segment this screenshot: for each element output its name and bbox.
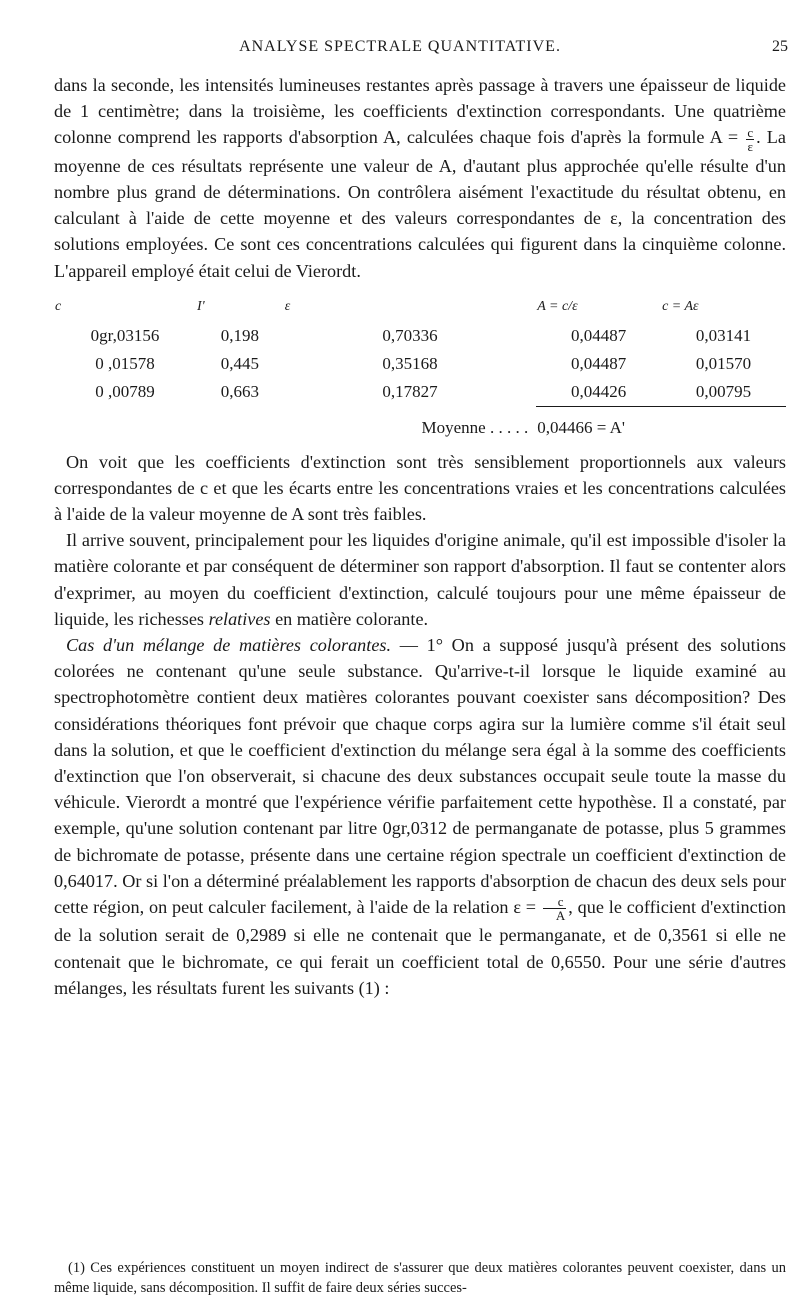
table-header-cell: A = c/ε — [537, 298, 578, 314]
paragraph-4-part-a: — 1° On a supposé jusqu'à présent des solutions colorées ne contenant qu'une seule substance. Qu'arrive-t-il lorsque le liquide examiné au spectrophotomètre contient deux matières colorantes pouvant coexister sans décomposition? Des considérations théoriques font prévoir que chaque corps agira sur la lumière comme s'il était seul dans la solution, et que le coefficient d'extinction du mélange sera égal à la somme des coefficients d'extinction que l'on observerait, si chacune des deux substances occupait seule toute la masse du véhicule. Vierordt a montré que l'expérience vérifie parfaitement cette hypothèse. Il a constaté, par exemple, qu'une solution contenant par litre 0gr,0312 de permanganate de potasse, plus 5 grammes de bichromate de potasse, présente dans une certaine région spectrale un coefficient d'extinction de 0,64017. Or si l'on a déterminé préalablement les rapports d'absorption de chacun des deux sels pour cette région, on peut calculer facilement, à l'aide de la relation ε = — [54, 634, 786, 918]
table-mean-row — [54, 407, 786, 443]
table-cell: 0gr,03156 — [90, 325, 160, 345]
table-cell: 0,70336 — [382, 325, 438, 345]
formula-numerator: c — [543, 895, 566, 909]
table-cell: 0,00795 — [695, 382, 752, 402]
footnote — [54, 1258, 786, 1298]
table-cell: 0,03141 — [695, 325, 752, 345]
mean-value: 0,04466 = A' — [536, 407, 786, 443]
formula-c-over-epsilon — [746, 126, 754, 153]
body-text — [54, 72, 786, 1001]
table-header-cell: c — [55, 298, 62, 314]
absorption-table — [54, 292, 786, 443]
formula-denominator: A — [555, 908, 566, 924]
paragraph-1-part-a: dans la seconde, les intensités lumineuses restantes après passage à travers une épaisseur de liquide de 1 centimètre; dans la troisième, les coefficients d'extinction correspondants. Une quatrième colonne comprend les rapports d'absorption A, calculées chaque fois d'après la formule A = — [54, 75, 786, 148]
table-cell: 0,35168 — [382, 353, 438, 373]
table-cell: 0,17827 — [382, 382, 438, 402]
paragraph-2: On voit que les coefficients d'extinction sont très sensiblement proportionnels aux valeurs correspondantes de c et que les écarts entre les concentrations vraies et les concentrations calculées à l'aide de la valeur moyenne de A sont très faibles. — [54, 451, 786, 524]
table-row — [54, 322, 786, 350]
table-row — [54, 378, 786, 407]
table-row — [54, 350, 786, 378]
paragraph-3-text: Il arrive souvent, principalement pour les liquides d'origine animale, qu'il est impossible d'isoler la matière colorante et par conséquent de déterminer son rapport d'absorption. Il faut se contenter alors d'exprimer, au moyen du coefficient d'extinction, calculé toujours pour une même épaisseur de liquide, les richesses — [54, 530, 786, 629]
table-cell: 0,04487 — [571, 353, 627, 373]
paragraph-4-part-b: , que le cofficient d'extinction de la solution serait de 0,2989 si elle ne contenait que le permanganate, et de 0,3561 si elle ne contenait que le bichromate, ce qui ferait un coefficient total de 0,6550. Pour une série d'autres mélanges, les résultats furent les suivants (1) : — [54, 897, 787, 998]
table-cell: 0,04487 — [571, 325, 627, 345]
table-header-cell: c = Aε — [662, 298, 699, 314]
paragraph-3-end: en matière colorante. — [275, 608, 429, 629]
paragraph-1-part-b: . La moyenne de ces résultats représente une valeur de A, d'autant plus approchée qu'elle résulte d'un nombre plus grand de déterminations. On contrôlera aisément l'exactitude du résultat obtenu, en calculant à l'aide de cette moyenne et des valeurs correspondantes de ε, la concentration des solutions employées. Ce sont ces concentrations calculées qui figurent dans la cinquième colonne. L'appareil employé était celui de Vierordt. — [54, 127, 786, 281]
formula-c-over-a — [543, 895, 566, 922]
section-heading-mixtures: Cas d'un mélange de matières colorantes. — [66, 634, 392, 655]
paragraph-1 — [54, 72, 786, 284]
table-header-cell: ε — [284, 298, 291, 314]
running-head — [0, 38, 800, 62]
table-cell: 0,198 — [220, 325, 260, 345]
running-title: ANALYSE SPECTRALE QUANTITATIVE. — [239, 38, 561, 55]
paragraph-4 — [54, 632, 786, 1001]
table-header-cell: I' — [197, 298, 205, 314]
paragraph-3 — [54, 527, 786, 632]
mean-label: Moyenne . . . . . — [421, 418, 529, 438]
footnote-text: (1) Ces expériences constituent un moyen indirect de s'assurer que deux matières colorantes peuvent coexister, dans un même liquide, sans décomposition. Il suffit de faire deux séries succes- — [54, 1260, 786, 1296]
table-header-row — [54, 292, 786, 322]
table-cell: 0,04426 — [571, 382, 627, 402]
paragraph-3-italic: relatives — [208, 608, 271, 629]
table-cell: 0,663 — [220, 382, 260, 402]
formula-numerator: c — [747, 124, 754, 140]
table-cell: 0 ,01578 — [95, 353, 155, 373]
page-number: 25 — [772, 38, 788, 55]
table-cell: 0,445 — [220, 353, 260, 373]
formula-denominator: ε — [747, 138, 753, 154]
table-cell: 0 ,00789 — [95, 382, 155, 402]
table-cell: 0,01570 — [695, 353, 752, 373]
